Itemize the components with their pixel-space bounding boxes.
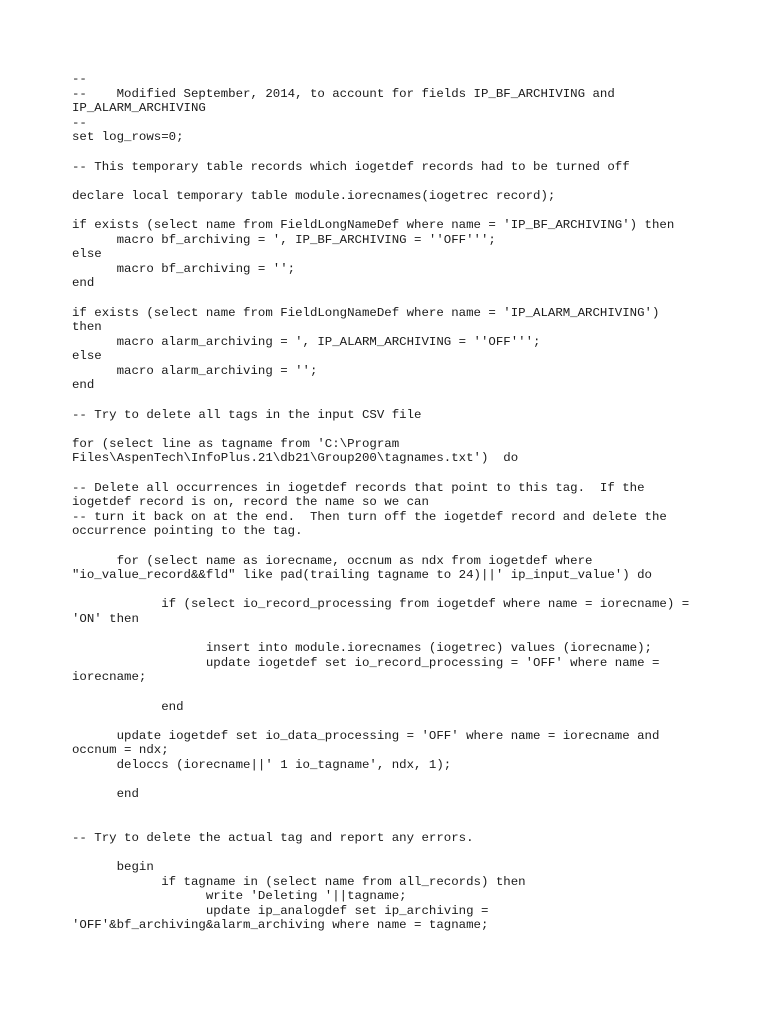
code-line: -- Try to delete all tags in the input CSV file [72, 407, 422, 422]
code-line [72, 174, 702, 189]
code-line: -- Modified September, 2014, to account for fields IP_BF_ARCHIVING and [72, 86, 615, 101]
code-line [72, 583, 702, 598]
code-line [72, 685, 702, 700]
code-line [72, 802, 702, 817]
code-line: begin [72, 860, 154, 875]
code-line: -- turn it back on at the end. Then turn off the iogetdef record and delete the [72, 509, 667, 524]
code-line: update ip_analogdef set ip_archiving = [72, 903, 489, 918]
code-line: Files\AspenTech\InfoPlus.21\db21\Group200\tagnames.txt') do [72, 451, 519, 466]
code-line: else [72, 247, 102, 262]
code-line [72, 145, 702, 160]
code-line [72, 466, 702, 481]
code-line: -- Try to delete the actual tag and report any errors. [72, 830, 474, 845]
code-line [72, 393, 702, 408]
code-line: set log_rows=0; [72, 130, 184, 145]
code-line: insert into module.iorecnames (iogetrec) values (iorecname); [72, 641, 652, 656]
code-line: end [72, 699, 184, 714]
code-line: update iogetdef set io_record_processing = 'OFF' where name = [72, 655, 660, 670]
code-line: -- Delete all occurrences in iogetdef records that point to this tag. If the [72, 480, 645, 495]
code-line: -- [72, 72, 87, 86]
code-line: occnum = ndx; [72, 743, 169, 758]
code-line: end [72, 276, 95, 291]
code-line: if tagname in (select name from all_records) then [72, 874, 526, 889]
code-line: write 'Deleting '||tagname; [72, 889, 407, 904]
code-line [72, 539, 702, 554]
code-line [72, 714, 702, 729]
code-line: if exists (select name from FieldLongNameDef where name = 'IP_ALARM_ARCHIVING') [72, 305, 660, 320]
code-line: end [72, 787, 139, 802]
code-line: iorecname; [72, 670, 147, 685]
code-line: macro bf_archiving = ''; [72, 261, 296, 276]
code-line: macro alarm_archiving = ', IP_ALARM_ARCHIVING = ''OFF'''; [72, 334, 541, 349]
code-line: else [72, 349, 102, 364]
code-line: for (select name as iorecname, occnum as ndx from iogetdef where [72, 553, 593, 568]
code-line [72, 773, 702, 788]
code-listing [72, 72, 702, 933]
code-line: 'ON' then [72, 611, 139, 626]
code-line [72, 422, 702, 437]
code-line: -- [72, 115, 87, 130]
code-line: 'OFF'&bf_archiving&alarm_archiving where name = tagname; [72, 918, 489, 933]
code-line: declare local temporary table module.iorecnames(iogetrec record); [72, 188, 556, 203]
code-line: iogetdef record is on, record the name so we can [72, 495, 429, 510]
code-line: macro bf_archiving = ', IP_BF_ARCHIVING = ''OFF'''; [72, 232, 496, 247]
code-line: end [72, 378, 95, 393]
code-line: if (select io_record_processing from iogetdef where name = iorecname) = [72, 597, 690, 612]
code-line: then [72, 320, 102, 335]
code-line: occurrence pointing to the tag. [72, 524, 303, 539]
code-line: -- This temporary table records which iogetdef records had to be turned off [72, 159, 630, 174]
code-line [72, 203, 702, 218]
code-line: macro alarm_archiving = ''; [72, 363, 318, 378]
code-line: if exists (select name from FieldLongNameDef where name = 'IP_BF_ARCHIVING') then [72, 217, 675, 232]
code-line [72, 291, 702, 306]
code-line [72, 845, 702, 860]
code-line: IP_ALARM_ARCHIVING [72, 101, 206, 116]
code-line: deloccs (iorecname||' 1 io_tagname', ndx, 1); [72, 757, 452, 772]
code-line: update iogetdef set io_data_processing = 'OFF' where name = iorecname and [72, 728, 660, 743]
code-line: "io_value_record&&fld" like pad(trailing tagname to 24)||' ip_input_value') do [72, 568, 652, 583]
code-line [72, 627, 702, 642]
code-line: for (select line as tagname from 'C:\Program [72, 436, 400, 451]
code-line [72, 816, 702, 831]
